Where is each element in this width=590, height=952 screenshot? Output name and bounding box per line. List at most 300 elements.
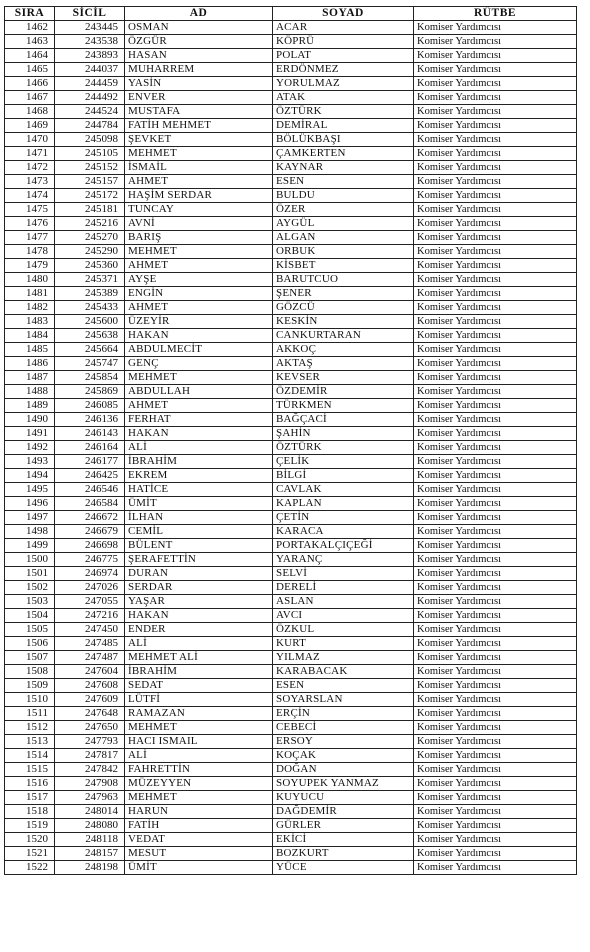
soyad-cell: ŞAHİN (273, 427, 414, 441)
table-row (5, 637, 577, 651)
soyad-cell: KEVSER (273, 371, 414, 385)
soyad-cell: ÇELİK (273, 455, 414, 469)
ad-cell: ÜZEYİR (125, 315, 273, 329)
table-row (5, 763, 577, 777)
table-row (5, 847, 577, 861)
ad-cell: ÜMİT (125, 861, 273, 875)
sira-cell: 1506 (5, 637, 55, 651)
soyad-cell: YORULMAZ (273, 77, 414, 91)
sira-cell: 1472 (5, 161, 55, 175)
soyad-cell: ALGAN (273, 231, 414, 245)
rutbe-cell: Komiser Yardımcısı (414, 679, 577, 693)
ad-cell: MEHMET (125, 791, 273, 805)
rutbe-cell: Komiser Yardımcısı (414, 357, 577, 371)
ad-cell: ALİ (125, 441, 273, 455)
table-row (5, 511, 577, 525)
sicil-cell: 247487 (55, 651, 125, 665)
soyad-cell: CANKURTARAN (273, 329, 414, 343)
sira-cell: 1482 (5, 301, 55, 315)
sira-cell: 1479 (5, 259, 55, 273)
soyad-cell: KÖPRÜ (273, 35, 414, 49)
rutbe-cell: Komiser Yardımcısı (414, 245, 577, 259)
ad-cell: MEHMET (125, 147, 273, 161)
soyad-cell: KİSBET (273, 259, 414, 273)
sira-cell: 1469 (5, 119, 55, 133)
sicil-cell: 244524 (55, 105, 125, 119)
soyad-cell: BARUTCUO (273, 273, 414, 287)
ad-cell: FAHRETTİN (125, 763, 273, 777)
ad-cell: ŞERAFETTİN (125, 553, 273, 567)
soyad-cell: DAĞDEMİR (273, 805, 414, 819)
table-row (5, 819, 577, 833)
sicil-cell: 243893 (55, 49, 125, 63)
soyad-cell: ŞENER (273, 287, 414, 301)
table-row (5, 203, 577, 217)
ad-cell: MEHMET (125, 721, 273, 735)
soyad-cell: PORTAKALÇIÇEĞİ (273, 539, 414, 553)
soyad-cell: ATAK (273, 91, 414, 105)
sira-cell: 1515 (5, 763, 55, 777)
sicil-cell: 247485 (55, 637, 125, 651)
soyad-cell: KURT (273, 637, 414, 651)
table-row (5, 721, 577, 735)
sicil-cell: 247216 (55, 609, 125, 623)
soyad-cell: ERSOY (273, 735, 414, 749)
sicil-cell: 245638 (55, 329, 125, 343)
soyad-cell: SELVİ (273, 567, 414, 581)
rutbe-cell: Komiser Yardımcısı (414, 133, 577, 147)
rutbe-cell: Komiser Yardımcısı (414, 273, 577, 287)
soyad-cell: ERÇİN (273, 707, 414, 721)
ad-cell: ÖZGÜR (125, 35, 273, 49)
rutbe-cell: Komiser Yardımcısı (414, 189, 577, 203)
rutbe-cell: Komiser Yardımcısı (414, 147, 577, 161)
rutbe-cell: Komiser Yardımcısı (414, 63, 577, 77)
table-row (5, 245, 577, 259)
rutbe-cell: Komiser Yardımcısı (414, 497, 577, 511)
soyad-cell: YÜCE (273, 861, 414, 875)
soyad-cell: BÖLÜKBAŞI (273, 133, 414, 147)
sicil-cell: 248198 (55, 861, 125, 875)
sira-cell: 1489 (5, 399, 55, 413)
ad-cell: MEHMET (125, 245, 273, 259)
ad-cell: HARUN (125, 805, 273, 819)
sicil-cell: 247026 (55, 581, 125, 595)
ad-cell: AYŞE (125, 273, 273, 287)
sicil-cell: 245389 (55, 287, 125, 301)
rutbe-cell: Komiser Yardımcısı (414, 161, 577, 175)
rutbe-cell: Komiser Yardımcısı (414, 847, 577, 861)
table-row (5, 175, 577, 189)
sira-cell: 1514 (5, 749, 55, 763)
ad-cell: HAKAN (125, 427, 273, 441)
sira-cell: 1504 (5, 609, 55, 623)
table-row (5, 301, 577, 315)
table-row (5, 455, 577, 469)
table-row (5, 665, 577, 679)
soyad-cell: ÖZTÜRK (273, 441, 414, 455)
sira-cell: 1521 (5, 847, 55, 861)
sira-cell: 1476 (5, 217, 55, 231)
table-row (5, 231, 577, 245)
rutbe-cell: Komiser Yardımcısı (414, 385, 577, 399)
rutbe-cell: Komiser Yardımcısı (414, 35, 577, 49)
sicil-cell: 246672 (55, 511, 125, 525)
table-row (5, 791, 577, 805)
soyad-cell: ÖZKUL (273, 623, 414, 637)
sira-cell: 1510 (5, 693, 55, 707)
table-row (5, 189, 577, 203)
rutbe-cell: Komiser Yardımcısı (414, 343, 577, 357)
rutbe-cell: Komiser Yardımcısı (414, 105, 577, 119)
sira-cell: 1493 (5, 455, 55, 469)
soyad-cell: CEBECİ (273, 721, 414, 735)
soyad-cell: YILMAZ (273, 651, 414, 665)
soyad-cell: BOZKURT (273, 847, 414, 861)
rutbe-cell: Komiser Yardımcısı (414, 553, 577, 567)
soyad-cell: BAĞÇACİ (273, 413, 414, 427)
ad-cell: ENDER (125, 623, 273, 637)
rutbe-cell: Komiser Yardımcısı (414, 21, 577, 35)
sira-cell: 1466 (5, 77, 55, 91)
table-row (5, 63, 577, 77)
sira-cell: 1487 (5, 371, 55, 385)
soyad-cell: ESEN (273, 175, 414, 189)
ad-cell: MÜZEYYEN (125, 777, 273, 791)
soyad-cell: GÜRLER (273, 819, 414, 833)
table-row (5, 833, 577, 847)
ad-cell: VEDAT (125, 833, 273, 847)
ad-cell: AVNİ (125, 217, 273, 231)
rutbe-cell: Komiser Yardımcısı (414, 777, 577, 791)
soyad-cell: AVCI (273, 609, 414, 623)
ad-cell: İLHAN (125, 511, 273, 525)
sira-cell: 1498 (5, 525, 55, 539)
ad-cell: BÜLENT (125, 539, 273, 553)
rutbe-cell: Komiser Yardımcısı (414, 819, 577, 833)
soyad-cell: ÇAMKERTEN (273, 147, 414, 161)
table-row (5, 357, 577, 371)
table-row (5, 259, 577, 273)
soyad-cell: KAYNAR (273, 161, 414, 175)
sicil-cell: 245600 (55, 315, 125, 329)
sicil-cell: 247817 (55, 749, 125, 763)
sira-cell: 1471 (5, 147, 55, 161)
sira-cell: 1486 (5, 357, 55, 371)
rutbe-cell: Komiser Yardımcısı (414, 413, 577, 427)
sicil-cell: 246775 (55, 553, 125, 567)
soyad-cell: DEMİRAL (273, 119, 414, 133)
sicil-cell: 245747 (55, 357, 125, 371)
rutbe-cell: Komiser Yardımcısı (414, 231, 577, 245)
sicil-cell: 247604 (55, 665, 125, 679)
ad-cell: BARIŞ (125, 231, 273, 245)
table-row (5, 581, 577, 595)
sicil-cell: 245216 (55, 217, 125, 231)
sira-cell: 1483 (5, 315, 55, 329)
ad-cell: MUSTAFA (125, 105, 273, 119)
sira-cell: 1502 (5, 581, 55, 595)
sira-cell: 1477 (5, 231, 55, 245)
rutbe-cell: Komiser Yardımcısı (414, 805, 577, 819)
table-row (5, 749, 577, 763)
sira-cell: 1522 (5, 861, 55, 875)
sicil-cell: 246085 (55, 399, 125, 413)
ad-cell: İBRAHİM (125, 455, 273, 469)
table-row (5, 525, 577, 539)
table-row (5, 105, 577, 119)
sicil-cell: 245181 (55, 203, 125, 217)
sicil-cell: 246974 (55, 567, 125, 581)
soyad-cell: ÇETİN (273, 511, 414, 525)
rutbe-cell: Komiser Yardımcısı (414, 259, 577, 273)
sira-cell: 1516 (5, 777, 55, 791)
table-row (5, 273, 577, 287)
rutbe-cell: Komiser Yardımcısı (414, 735, 577, 749)
table-row (5, 735, 577, 749)
rutbe-cell: Komiser Yardımcısı (414, 203, 577, 217)
sira-cell: 1497 (5, 511, 55, 525)
soyad-cell: SOYARSLAN (273, 693, 414, 707)
ad-cell: TUNCAY (125, 203, 273, 217)
sira-cell: 1519 (5, 819, 55, 833)
table-row (5, 861, 577, 875)
table-row (5, 469, 577, 483)
ad-cell: ABDULMECİT (125, 343, 273, 357)
sira-cell: 1474 (5, 189, 55, 203)
ad-cell: RAMAZAN (125, 707, 273, 721)
soyad-cell: AKKOÇ (273, 343, 414, 357)
table-row (5, 595, 577, 609)
ad-cell: HAKAN (125, 329, 273, 343)
sira-cell: 1518 (5, 805, 55, 819)
table-row (5, 49, 577, 63)
sicil-cell: 247055 (55, 595, 125, 609)
sicil-cell: 248080 (55, 819, 125, 833)
sicil-cell: 243445 (55, 21, 125, 35)
rutbe-cell: Komiser Yardımcısı (414, 833, 577, 847)
sicil-cell: 247608 (55, 679, 125, 693)
ad-cell: EKREM (125, 469, 273, 483)
rutbe-cell: Komiser Yardımcısı (414, 301, 577, 315)
rutbe-cell: Komiser Yardımcısı (414, 371, 577, 385)
ad-cell: HASAN (125, 49, 273, 63)
ad-cell: ŞEVKET (125, 133, 273, 147)
ad-cell: AHMET (125, 301, 273, 315)
sira-cell: 1492 (5, 441, 55, 455)
sira-cell: 1488 (5, 385, 55, 399)
sicil-cell: 245098 (55, 133, 125, 147)
sicil-cell: 248014 (55, 805, 125, 819)
ad-cell: GENÇ (125, 357, 273, 371)
sira-cell: 1463 (5, 35, 55, 49)
sicil-cell: 246136 (55, 413, 125, 427)
soyad-cell: KARABACAK (273, 665, 414, 679)
rutbe-cell: Komiser Yardımcısı (414, 329, 577, 343)
ad-cell: CEMİL (125, 525, 273, 539)
sicil-cell: 245869 (55, 385, 125, 399)
sira-cell: 1491 (5, 427, 55, 441)
ad-cell: AHMET (125, 399, 273, 413)
table-row (5, 623, 577, 637)
sicil-cell: 245290 (55, 245, 125, 259)
rutbe-cell: Komiser Yardımcısı (414, 49, 577, 63)
soyad-cell: ÖZTÜRK (273, 105, 414, 119)
soyad-cell: CAVLAK (273, 483, 414, 497)
ad-cell: HACI ISMAIL (125, 735, 273, 749)
personnel-table (4, 6, 577, 875)
soyad-cell: ACAR (273, 21, 414, 35)
header-rutbe: RÜTBE (414, 7, 577, 21)
rutbe-cell: Komiser Yardımcısı (414, 763, 577, 777)
sicil-cell: 245371 (55, 273, 125, 287)
table-row (5, 329, 577, 343)
soyad-cell: DERELİ (273, 581, 414, 595)
sira-cell: 1475 (5, 203, 55, 217)
ad-cell: MEHMET ALİ (125, 651, 273, 665)
rutbe-cell: Komiser Yardımcısı (414, 315, 577, 329)
sicil-cell: 248157 (55, 847, 125, 861)
rutbe-cell: Komiser Yardımcısı (414, 861, 577, 875)
table-row (5, 21, 577, 35)
table-row (5, 217, 577, 231)
ad-cell: FERHAT (125, 413, 273, 427)
sicil-cell: 245433 (55, 301, 125, 315)
sira-cell: 1484 (5, 329, 55, 343)
sira-cell: 1481 (5, 287, 55, 301)
rutbe-cell: Komiser Yardımcısı (414, 91, 577, 105)
header-sira: SIRA (5, 7, 55, 21)
sira-cell: 1494 (5, 469, 55, 483)
table-row (5, 777, 577, 791)
sira-cell: 1500 (5, 553, 55, 567)
sicil-cell: 247450 (55, 623, 125, 637)
sicil-cell: 245152 (55, 161, 125, 175)
ad-cell: İSMAİL (125, 161, 273, 175)
sira-cell: 1508 (5, 665, 55, 679)
sira-cell: 1509 (5, 679, 55, 693)
table-row (5, 399, 577, 413)
rutbe-cell: Komiser Yardımcısı (414, 455, 577, 469)
sira-cell: 1513 (5, 735, 55, 749)
ad-cell: FATİH MEHMET (125, 119, 273, 133)
rutbe-cell: Komiser Yardımcısı (414, 119, 577, 133)
sira-cell: 1520 (5, 833, 55, 847)
header-ad: AD (125, 7, 273, 21)
rutbe-cell: Komiser Yardımcısı (414, 581, 577, 595)
sira-cell: 1480 (5, 273, 55, 287)
rutbe-cell: Komiser Yardımcısı (414, 595, 577, 609)
table-row (5, 413, 577, 427)
sira-cell: 1505 (5, 623, 55, 637)
rutbe-cell: Komiser Yardımcısı (414, 567, 577, 581)
soyad-cell: KARACA (273, 525, 414, 539)
sicil-cell: 245270 (55, 231, 125, 245)
ad-cell: YASİN (125, 77, 273, 91)
soyad-cell: YARANÇ (273, 553, 414, 567)
sira-cell: 1503 (5, 595, 55, 609)
table-row (5, 119, 577, 133)
sicil-cell: 246425 (55, 469, 125, 483)
table-row (5, 371, 577, 385)
sira-cell: 1517 (5, 791, 55, 805)
sicil-cell: 247908 (55, 777, 125, 791)
table-row (5, 679, 577, 693)
ad-cell: ABDULLAH (125, 385, 273, 399)
sicil-cell: 245172 (55, 189, 125, 203)
rutbe-cell: Komiser Yardımcısı (414, 539, 577, 553)
soyad-cell: ORBUK (273, 245, 414, 259)
table-row (5, 287, 577, 301)
sira-cell: 1507 (5, 651, 55, 665)
sicil-cell: 243538 (55, 35, 125, 49)
sira-cell: 1473 (5, 175, 55, 189)
table-row (5, 483, 577, 497)
sicil-cell: 244459 (55, 77, 125, 91)
sicil-cell: 244492 (55, 91, 125, 105)
ad-cell: ENVER (125, 91, 273, 105)
sicil-cell: 247648 (55, 707, 125, 721)
sicil-cell: 247609 (55, 693, 125, 707)
ad-cell: MEHMET (125, 371, 273, 385)
table-row (5, 651, 577, 665)
ad-cell: ENGİN (125, 287, 273, 301)
rutbe-cell: Komiser Yardımcısı (414, 707, 577, 721)
sicil-cell: 246177 (55, 455, 125, 469)
sira-cell: 1490 (5, 413, 55, 427)
header-soyad: SOYAD (273, 7, 414, 21)
table-row (5, 91, 577, 105)
sicil-cell: 245105 (55, 147, 125, 161)
ad-cell: ALİ (125, 637, 273, 651)
table-row (5, 553, 577, 567)
sicil-cell: 245157 (55, 175, 125, 189)
rutbe-cell: Komiser Yardımcısı (414, 637, 577, 651)
rutbe-cell: Komiser Yardımcısı (414, 469, 577, 483)
rutbe-cell: Komiser Yardımcısı (414, 651, 577, 665)
ad-cell: YAŞAR (125, 595, 273, 609)
table-row (5, 707, 577, 721)
ad-cell: SERDAR (125, 581, 273, 595)
table-body (5, 21, 577, 875)
table-row (5, 441, 577, 455)
sira-cell: 1495 (5, 483, 55, 497)
rutbe-cell: Komiser Yardımcısı (414, 217, 577, 231)
sicil-cell: 247842 (55, 763, 125, 777)
ad-cell: İBRAHİM (125, 665, 273, 679)
sira-cell: 1465 (5, 63, 55, 77)
soyad-cell: AKTAŞ (273, 357, 414, 371)
soyad-cell: KUYUCU (273, 791, 414, 805)
rutbe-cell: Komiser Yardımcısı (414, 427, 577, 441)
sicil-cell: 246679 (55, 525, 125, 539)
sira-cell: 1501 (5, 567, 55, 581)
soyad-cell: KOÇAK (273, 749, 414, 763)
sicil-cell: 247650 (55, 721, 125, 735)
sicil-cell: 247963 (55, 791, 125, 805)
ad-cell: HAŞİM SERDAR (125, 189, 273, 203)
rutbe-cell: Komiser Yardımcısı (414, 665, 577, 679)
rutbe-cell: Komiser Yardımcısı (414, 483, 577, 497)
sicil-cell: 246546 (55, 483, 125, 497)
sira-cell: 1496 (5, 497, 55, 511)
soyad-cell: KAPLAN (273, 497, 414, 511)
soyad-cell: DOĞAN (273, 763, 414, 777)
sira-cell: 1467 (5, 91, 55, 105)
soyad-cell: ERDÖNMEZ (273, 63, 414, 77)
sicil-cell: 246164 (55, 441, 125, 455)
ad-cell: ÜMİT (125, 497, 273, 511)
